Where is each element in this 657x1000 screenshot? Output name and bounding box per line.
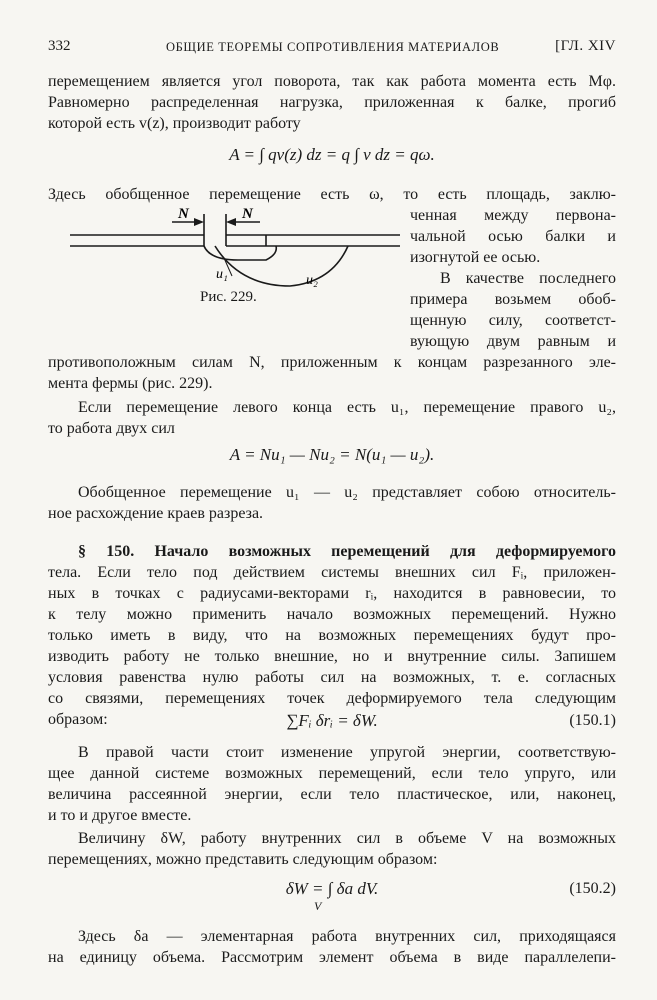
text-line: Здесь обобщенное перемещение есть ω, то есть площадь, заклю- [48,186,616,203]
text-line: перемещением является угол поворота, так как работа момента есть Mφ. [48,73,616,90]
equation-number-150-1: (150.1) [569,712,616,729]
running-title: ОБЩИЕ ТЕОРЕМЫ СОПРОТИВЛЕНИЯ МАТЕРИАЛОВ [166,40,500,54]
text-line: которой есть v(z), производит работу [48,115,301,132]
arrowhead-right [226,218,236,226]
figure-caption: Рис. 229. [200,289,257,305]
equation-150-1: ∑Fᵢ δrᵢ = δW. [286,711,378,730]
text-line: Здесь δa — элементарная работа внутренних сил, приходящаяся [78,928,616,945]
text-line: изводить работу не только внешние, но и внутренние силы. Запишем [48,648,616,665]
text-line: перемещениях, можно представить следующим образом: [48,851,438,868]
text-line: со связями, перемещениях точек деформируемого тела следующим [48,690,616,707]
text-line: изогнутой ее осью. [410,249,541,266]
text-line: ченная между первона- [410,207,616,224]
arrowhead-left [194,218,204,226]
text-line: тела. Если тело под действием системы внешних сил Fᵢ, приложен- [48,564,616,581]
label-u1: u₁ [216,267,228,282]
text-line: чальной осью балки и [410,228,616,245]
label-n-right: N [242,208,253,222]
section-title: § 150. Начало возможных перемещений для деформируемого [78,543,616,560]
text-line: ных в точках с радиусами-векторами rᵢ, находится в равновесии, то [48,585,616,602]
text-line: образом: [48,711,108,728]
text-line: примера возьмем обоб- [410,291,616,308]
text-line: щенную силу, соответст- [410,312,616,329]
arc-u1 [204,246,276,260]
text-line: и то и другое вместе. [48,807,192,824]
chapter-label: [ГЛ. XIV [555,38,616,54]
text-line: условия равенства нулю работы сил на возможных, т. е. согласных [48,669,616,686]
text-line: к телу можно применить начало возможных перемещений. Нужно [48,606,616,623]
text-line: Обобщенное перемещение u₁ — u₂ представляет собою относитель- [78,484,616,501]
text-line: на единицу объема. Рассмотрим элемент объема в виде параллелепи- [48,949,616,966]
text-line: Равномерно распределенная нагрузка, приложенная к балке, прогиб [48,94,616,111]
arc-u2 [215,246,348,286]
label-n-left: N [178,208,189,222]
text-line: В правой части стоит изменение упругой энергии, соответствую- [78,744,616,761]
text-line: щее данной системе возможных перемещений, если тело упруго, или [48,765,616,782]
running-header [48,38,616,62]
equation-two-forces-work: A = Nu₁ — Nu₂ = N(u₁ — u₂). [229,445,435,464]
page-number: 332 [48,38,71,54]
text-line: Если перемещение левого конца есть u₁, перемещение правого u₂, [78,399,616,416]
text-line: только иметь в виду, что на возможных перемещениях будут про- [48,627,616,644]
text-line: ное расхождение краев разреза. [48,505,264,522]
text-line: противоположным силам N, приложенным к концам разрезанного эле- [48,354,616,371]
integral-subscript: V [314,899,322,913]
text-line: то работа двух сил [48,420,175,437]
label-u2: u₂ [306,273,318,288]
equation-150-2: δW = ∫ δa dV. [285,879,379,898]
text-line: мента фермы (рис. 229). [48,375,213,392]
text-line: вующую двум равным и [410,333,616,350]
equation-number-150-2: (150.2) [569,880,616,897]
equation-work-distributed-load: A = ∫ qv(z) dz = q ∫ v dz = qω. [229,145,435,164]
text-line: Величину δW, работу внутренних сил в объеме V на возможных [78,830,616,847]
text-line: В качестве последнего [440,270,616,287]
text-line: величина рассеянной энергии, если тело пластическое, или, наконец, [48,786,616,803]
